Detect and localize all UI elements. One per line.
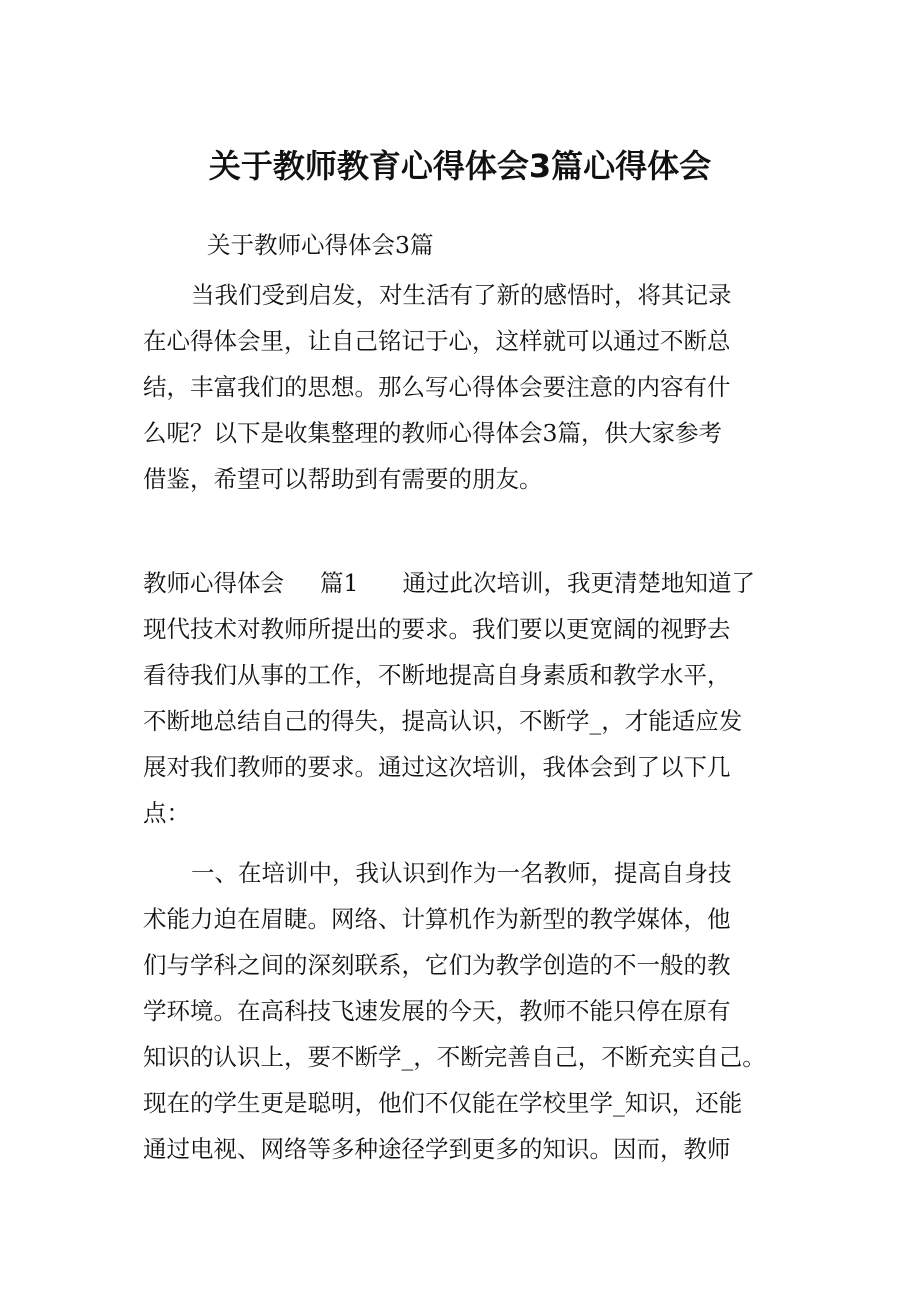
point-line: 学环境。在高科技飞速发展的今天，教师不能只停在原有 [143, 997, 731, 1025]
document-title: 关于教师教育心得体会3篇心得体会 [208, 147, 712, 185]
point-line: 现在的学生更是聪明，他们不仅能在学校里学_知识，还能 [143, 1089, 743, 1117]
section-label: 教师心得体会 [143, 569, 284, 597]
intro-line: 在心得体会里，让自己铭记于心，这样就可以通过不断总 [143, 327, 731, 355]
section-number: 篇1 [320, 569, 359, 597]
intro-line: 么呢？以下是收集整理的教师心得体会3篇，供大家参考 [143, 419, 722, 447]
intro-line: 借鉴，希望可以帮助到有需要的朋友。 [143, 465, 543, 493]
section-line: 不断地总结自己的得失，提高认识，不断学_，才能适应发 [143, 707, 743, 735]
section-line: 看待我们从事的工作，不断地提高自身素质和教学水平， [143, 661, 731, 689]
section-heading-line [143, 566, 755, 600]
section-first-text: 通过此次培训，我更清楚地知道了 [402, 569, 755, 597]
point-line: 术能力迫在眉睫。网络、计算机作为新型的教学媒体，他 [143, 905, 731, 933]
point-line: 们与学科之间的深刻联系，它们为教学创造的不一般的教 [143, 951, 731, 979]
intro-line: 当我们受到启发，对生活有了新的感悟时，将其记录 [191, 281, 732, 309]
point-line: 通过电视、网络等多种途径学到更多的知识。因而，教师 [143, 1135, 731, 1163]
document-subtitle: 关于教师心得体会3篇 [207, 231, 434, 259]
intro-line: 结，丰富我们的思想。那么写心得体会要注意的内容有什 [143, 373, 731, 401]
section-line: 现代技术对教师所提出的要求。我们要以更宽阔的视野去 [143, 615, 731, 643]
section-line: 点： [143, 799, 190, 827]
point-line: 一、在培训中，我认识到作为一名教师，提高自身技 [191, 859, 732, 887]
point-line: 知识的认识上，要不断学_，不断完善自己，不断充实自己。 [143, 1043, 766, 1071]
section-line: 展对我们教师的要求。通过这次培训，我体会到了以下几 [143, 753, 731, 781]
